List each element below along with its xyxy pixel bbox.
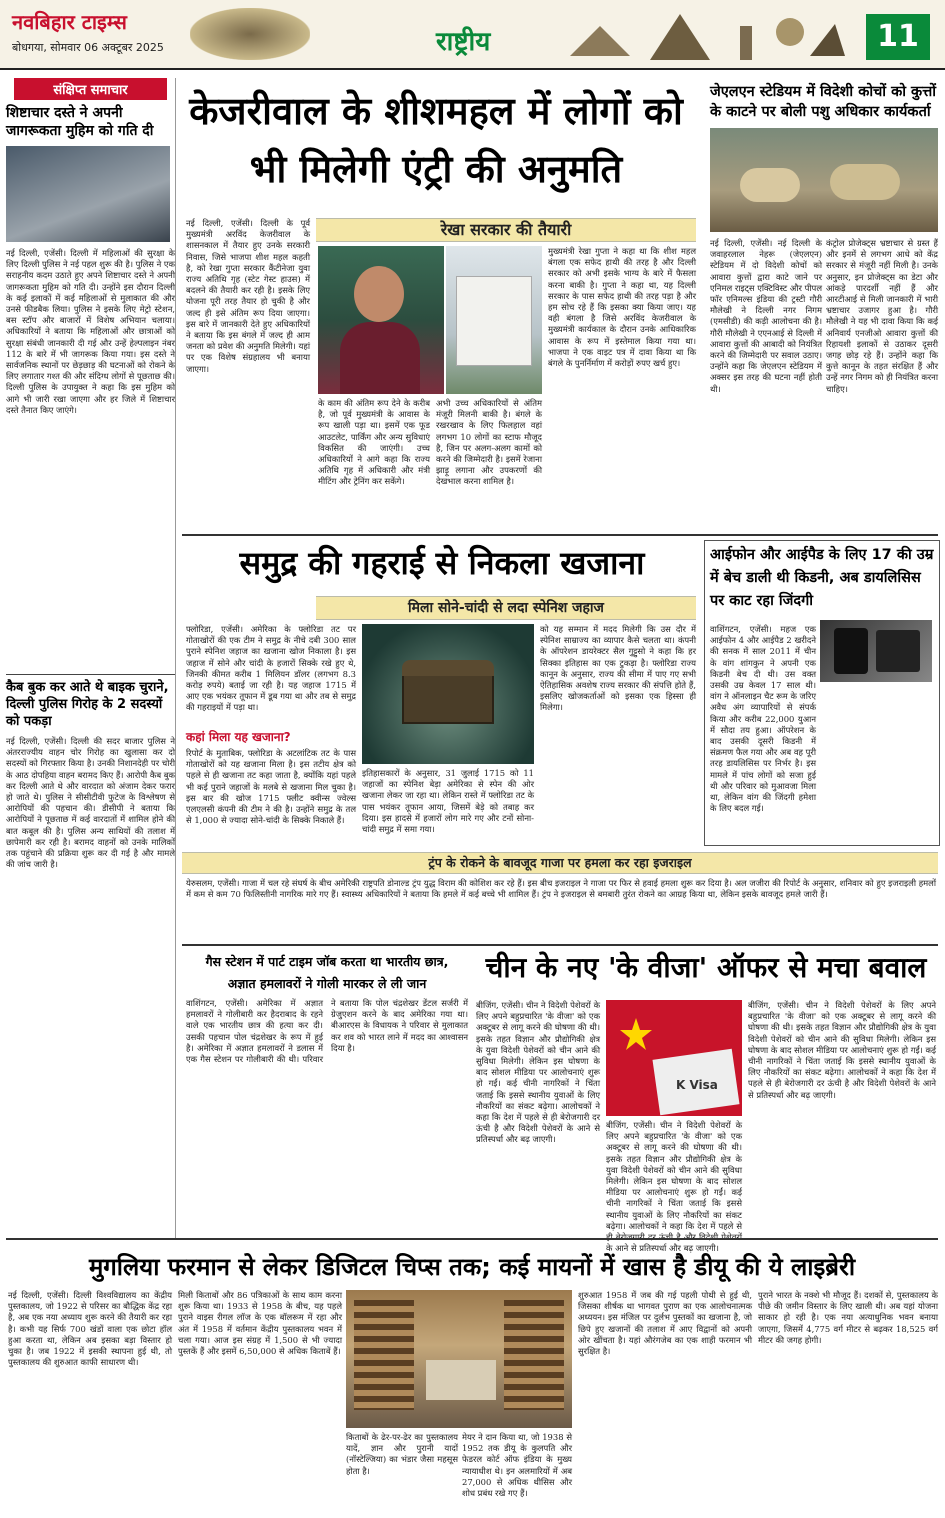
- brief2-body: नई दिल्ली, एजेंसी। दिल्ली की सदर बाजार पुलिस ने अंतरराज्यीय वाहन चोर गिरोह का खुलासा कर दो सदस्यों को गिरफ्तार किया है। उनकी निशानदेही पर चोरी के आठ दोपहिया वाहन बरामद किए हैं। आरोपी कैब बुक कर दिल्ली आते थे और वारदात को अंजाम देकर फरार हो जाते थे। पुलिस ने सीसीटीवी फुटेज के विश्लेषण से आरोपियों की पहचान की। डीसीपी ने बताया कि आरोपियों ने पूछताछ में कई वारदातों में शामिल होने की बात कबूल की है। पुलिस अन्य साथियों की तलाश में छापेमारी कर रही है। बरामद वाहनों को उनके मालिकों तक पहुंचाने की प्रक्रिया शुरू कर दी गई है और मामले की जांच जारी है।: [6, 736, 175, 870]
- treasure-subhead: मिला सोने-चांदी से लदा स्पेनिश जहाज: [316, 596, 696, 620]
- treasure-headline: समुद्र की गहराई से निकला खजाना: [239, 544, 645, 582]
- treasure-chest-photo: [362, 624, 534, 764]
- phone-photo: [820, 620, 932, 682]
- library-col4: शुरुआत 1958 में जब की गई पहली पोथी से हुई थी, जिसका शीर्षक था भागवत पुराण का एक आलोचनात्मक अध्ययन। इस मंजिल पर दुर्लभ पुस्तकों का खजाना है, जो छिपे हुए खजानों की तलाश में आए विद्वानों को अपनी ओर खींचता है। यहां औरंगजेब का एक शाही फरमान भी सुरक्षित है।: [578, 1290, 752, 1357]
- map-graphic: [190, 8, 310, 60]
- bus-photo: [6, 146, 170, 242]
- gaza-body: येरुसलम, एजेंसी। गाजा में चल रहे संघर्ष के बीच अमेरिकी राष्ट्रपति डोनाल्ड ट्रंप युद्ध विराम की कोशिश कर रहे हैं। इस बीच इजराइल ने गाजा पर फिर से हवाई हमला शुरू कर दिया है। अल जजीरा की रिपोर्ट के अनुसार, शनिवार को हुए इजराइली हमलों में कम से कम 70 फिलिस्तीनी नागरिक मारे गए हैं। स्वास्थ्य अधिकारियों ने बताया कि हमले में कई बच्चे भी शामिल हैं। ट्रंप ने इजराइल से बमबारी तुरंत रोकने का आग्रह किया था, लेकिन इसके बावजूद हमले जारी हैं।: [186, 878, 936, 900]
- brief-headline: शिष्टाचार दस्ते ने अपनी जागरूकता मुहिम को गति दी: [6, 105, 154, 139]
- treasure-subq: कहां मिला यह खजाना?: [186, 730, 291, 744]
- library-headline: मुगलिया फरमान से लेकर डिजिटल चिप्स तक; कई मायनों में खास है डीयू की ये लाइब्रेरी: [88, 1253, 856, 1281]
- brief-body: नई दिल्ली, एजेंसी। दिल्ली में महिलाओं की सुरक्षा के लिए दिल्ली पुलिस ने नई पहल शुरू की है। पुलिस ने एक सराहनीय कदम उठाते हुए अपने शिष्टाचार दस्ते ने अपनी जागरूकता मुहिम को गति दी। उन्होंने इस दौरान दिल्ली के कई इलाकों में कई महिलाओं से मुलाकात की और उनसे फीडबैक लिया। पुलिस ने इसके लिए मेट्रो स्टेशन, बस स्टॉप और बाजारों में विशेष अभियान चलाया। अधिकारियों ने बताया कि महिलाओं और छात्राओं को सुरक्षा संबंधी जानकारी दी गई और उन्हें हेल्पलाइन नंबर 112 के बारे में भी जागरूक किया गया। इस दस्ते ने सार्वजनिक स्थानों पर छेड़छाड़ की घटनाओं को रोकने के लिए लगातार गश्त की और संदिग्ध लोगों से पूछताछ की। दिल्ली पुलिस के उपायुक्त ने कहा कि इस मुहिम को आगे भी जारी रखा जाएगा और हर जिले में शिष्टाचार दस्ते तैनात किए जाएंगे।: [6, 248, 175, 415]
- gas-headline-1: गैस स्टेशन में पार्ट टाइम जॉब करता था भारतीय छात्र,: [205, 954, 449, 969]
- bungalow-photo: [446, 246, 542, 394]
- kidney-body: वाशिंगटन, एजेंसी। महज एक आईफोन 4 और आईपैड 2 खरीदने की सनक में साल 2011 में चीन के वांग शांगकुन ने अपनी एक किडनी बेच दी थी। उस वक्त उसकी उम्र केवल 17 साल थी। वांग ने ऑनलाइन चैट रूम के जरिए अवैध अंग व्यापारियों से संपर्क किया और करीब 22,000 युआन में सौदा तय हुआ। ऑपरेशन के बाद उसकी दूसरी किडनी में संक्रमण फैल गया और अब वह पूरी तरह डायलिसिस पर निर्भर है। इस मामले में पांच लोगों को सजा हुई थी और परिवार को मुआवजा मिला था, लेकिन वांग की जिंदगी हमेशा के लिए बदल गई।: [710, 624, 816, 814]
- monument-graphic: [560, 6, 850, 64]
- dateline: बोधगया, सोमवार 06 अक्टूबर 2025: [12, 41, 164, 54]
- gaza-headline: ट्रंप के रोकने के बावजूद गाजा पर हमला कर रहा इजराइल: [182, 852, 938, 874]
- brief-tag: संक्षिप्त समाचार: [14, 78, 167, 100]
- treasure-body2: रिपोर्ट के मुताबिक, फ्लोरिडा के अटलांटिक तट के पास गोताखोरों को यह खजाना मिला है। इस तटीय क्षेत्र को पहले से ही खजाना तट कहा जाता है, क्योंकि यहां पहले भी कई पुराने जहाजों के मलबे से खजाना मिल चुका है। इस बार की खोज 1715 फ्लीट क्वीन्स ज्वेल्स एलएलसी कंपनी की टीम ने की है। उन्होंने समुद्र के तल से 1,000 से ज्यादा सोने-चांदी के सिक्के निकाले हैं।: [186, 748, 356, 826]
- lead-headline: केजरीवाल के शीशमहल में लोगों को भी मिलेगी एंट्री की अनुमति: [189, 89, 683, 191]
- lead-col3: अभी उच्च अधिकारियों से अंतिम मंजूरी मिलनी बाकी है। बंगले के रखरखाव के लिए फिलहाल वहां लगभग 10 लोगों का स्टाफ मौजूद है, जिन पर अलग-अलग कामों को करने की जिम्मेदारी है। इसमें रेजाना झाड़ू लगाना और उपकरणों की देखभाल करना शामिल है।: [436, 398, 542, 487]
- divider: [6, 1238, 938, 1240]
- dogs-photo: [710, 128, 938, 232]
- kidney-headline: आईफोन और आईपैड के लिए 17 की उम्र में बेच डाली थी किडनी, अब डायलिसिस पर काट रहा जिंदगी: [710, 547, 934, 609]
- library-caption: किताबों के ढेर-पर-ढेर का पुस्तकालय यादें, ज्ञान और पुरानी यादों (नॉस्टेल्जिया) का भंडार जैसा महसूस होता है।: [346, 1432, 458, 1476]
- minister-photo: [318, 246, 444, 394]
- visa-body-col2: बीजिंग, एजेंसी। चीन ने विदेशी पेशेवरों के लिए अपने बहुप्रचारित 'के वीजा' को एक अक्टूबर से लागू करने की घोषणा की थी। इसके तहत विज्ञान और प्रौद्योगिकी क्षेत्र के युवा विदेशी पेशेवरों को चीन आने की सुविधा मिलेगी। लेकिन इस घोषणा के बाद सोशल मीडिया पर आलोचनाएं शुरू हो गईं। कई चीनी नागरिकों ने चिंता जताई कि इससे स्थानीय युवाओं के लिए नौकरियों का संकट बढ़ेगा। आलोचकों ने कहा कि देश में पहले से के आने से प्रतिस्पर्धा और बढ़ जाएगी।: [606, 1120, 742, 1254]
- page-number: 11: [866, 14, 930, 60]
- library-col5: पुराने भारत के नक्शे भी मौजूद हैं। दशकों से, पुस्तकालय के पीछे की जमीन विस्तार के लिए खाली थी। अब यहां योजना साकार हो रही है। एक नया अत्याधुनिक भवन बनाया जाएगा, जिसमें 4,775 वर्ग मीटर से बढ़कर 18,525 वर्ग मीटर की जगह होगी।: [758, 1290, 938, 1345]
- dogs-headline: जेएलएन स्टेडियम में विदेशी कोचों को कुत्तों के काटने पर बोली पशु अधिकार कार्यकर्ता: [710, 84, 936, 120]
- page-header: [0, 0, 945, 70]
- divider: [182, 534, 938, 536]
- treasure-intro: फ्लोरिडा, एजेंसी। अमेरिका के फ्लोरिडा तट पर गोताखोरों की एक टीम ने समुद्र के नीचे दबी 300 साल पुराने स्पेनिश जहाज का खजाना खोज निकाला है। इस जहाज में सोने और चांदी के हजारों सिक्के रखे हुए थे, जिनकी कीमत करीब 1 मिलियन डॉलर (लगभग 8.3 करोड़ रुपये) बताई जा रही है। यह जहाज 1715 में आए एक भयंकर तूफान में डूब गया था और तब से समुद्र की गहराइयों में पड़ा था।: [186, 624, 356, 713]
- dogs-col2: कंट्रोल प्रोजेक्ट्स भ्रष्टाचार से ग्रस्त हैं और इनमें से लगभग आधे को केंद्र सरकार से मंजूरी नहीं मिली है। उनके अनुसार, इन प्रोजेक्ट्स का डेटा और आंकड़े पारदर्शी नहीं हैं और आरटीआई से मिली जानकारी में भारी भ्रष्टाचार उजागर हुआ है। गौरी मौलेखी ने यह भी दावा किया कि कई अनिवार्य एनजीओ आवारा कुत्तों की रिहायशी इलाकों से उठाकर दूसरी जगह छोड़ रहे हैं। उन्होंने कहा कि कुत्ते कानून के तहत संरक्षित हैं और उन्हें नगर निगम को ही नियंत्रित करना चाहिए।: [826, 238, 938, 394]
- brief2-headline: कैब बुक कर आते थे बाइक चुराने, दिल्ली पुलिस गिरोह के 2 सदस्यों को पकड़ा: [6, 674, 175, 730]
- lead-col1: नई दिल्ली, एजेंसी। दिल्ली के पूर्व मुख्यमंत्री अरविंद केजरीवाल के शासनकाल में तैयार हुए उनके सरकारी निवास, जिसे भाजपा शीश महल कहती है, को रेखा गुप्ता सरकार कैंटीनेजा युवा राज्य अतिथि गृह (स्टेट गेस्ट हाउस) में बदलने की तैयारी कर रही है। इसके लिए योजना पूरी तरह तैयार हो चुकी है और जल्द ही इसे अंतिम रूप दिया जाएगा। इस बारे में जानकारी देते हुए अधिकारियों ने बताया कि इस बंगले में जल्द ही आम जनता को प्रवेश की अनुमति मिलेगी। यहां पर एक विशेष संग्रहालय भी बनाया जाएगा।: [186, 218, 310, 374]
- library-col1: नई दिल्ली, एजेंसी। दिल्ली विश्वविद्यालय का केंद्रीय पुस्तकालय, जो 1922 से परिसर का बौद्धिक केंद्र रहा है, अब एक नया अध्याय शुरू करने की तैयारी कर रहा है। कभी यह सिर्फ 700 खंडों वाला एक छोटा हॉल हुआ करता था, लेकिन अब इसका बड़ा विस्तार हो चुका है। जब 1922 में इसकी स्थापना हुई थी, तो पुस्तकालय की शुरुआत काफी साधारण थी।: [8, 1290, 172, 1368]
- gas-headline-2: अज्ञात हमलावरों ने गोली मारकर ले ली जान: [227, 976, 427, 991]
- library-col2: मिली किताबों और 86 पत्रिकाओं के साथ काम करना शुरू किया था। 1933 से 1958 के बीच, यह पहले पुराने वाइस रीगल लॉज के एक बॉलरूम में रहा और अंत में 1958 में वर्तमान केंद्रीय पुस्तकालय भवन में चला गया। आज इस संग्रह में 1,500 से भी ज्यादा पुस्तकें हैं और इसमें 6,50,000 से अधिक किताबें हैं।: [178, 1290, 342, 1357]
- treasure-body3: इतिहासकारों के अनुसार, 31 जुलाई 1715 को 11 जहाजों का स्पेनिश बेड़ा अमेरिका से स्पेन की ओर खजाना लेकर जा रहा था। लेकिन रास्ते में फ्लोरिडा तट के पास भयंकर तूफान आया, जिसमें बेड़े को तबाह कर दिया। इस हादसे में हजारों लोग मारे गए और टनों सोना-चांदी समुद्र में समा गया।: [362, 768, 534, 835]
- left-column: [6, 78, 176, 1238]
- visa-body: बीजिंग, एजेंसी। चीन ने विदेशी पेशेवरों के लिए अपने बहुप्रचारित 'के वीजा' को एक अक्टूबर से लागू करने की घोषणा की थी। इसके तहत विज्ञान और प्रौद्योगिकी क्षेत्र के युवा विदेशी पेशेवरों को चीन आने की सुविधा मिलेगी। लेकिन इस घोषणा के बाद सोशल मीडिया पर आलोचनाएं शुरू हो गईं। कई चीनी नागरिकों ने चिंता जताई कि इससे स्थानीय युवाओं के लिए नौकरियों का संकट बढ़ेगा। आलोचकों ने कहा कि देश में पहले से ही बेरोजगारी दर ऊंची है और विदेशी पेशेवरों के आने से प्रतिस्पर्धा और बढ़ जाएगी।: [476, 1000, 600, 1145]
- section-title: राष्ट्रीय: [436, 27, 491, 57]
- masthead: नवबिहार टाइम्स: [12, 10, 127, 34]
- visa-card-label: K Visa: [676, 1078, 718, 1092]
- library-photo: [346, 1290, 572, 1428]
- library-col3: मेयर ने दान किया था, जो 1938 से 1952 तक डीयू के कुलपति और फेडरल कोर्ट ऑफ इंडिया के मुख्य न्यायाधीश थे। इन अलमारियों में अब 27,000 से अधिक थीसिस और शोध प्रबंध रखे गए हैं।: [462, 1432, 572, 1499]
- lead-col4: मुख्यमंत्री रेखा गुप्ता ने कहा था कि शीश महल बंगला एक सफेद हाथी की तरह है और दिल्ली सरकार को अभी इसके भाग्य के बारे में फैसला करना बाकी है। गुप्ता ने कहा था, यह दिल्ली सरकार के पास सफेद हाथी की तरह पड़ा है और हम सोच रहे हैं कि इसका क्या किया जाए। यह वही बंगला है जिसे अरविंद केजरीवाल के मुख्यमंत्री कार्यकाल के दौरान उनके आधिकारिक आवास के रूप में इस्तेमाल किया गया था। भाजपा ने एक वाइट पत्र में दावा किया था कि बंगले के पुनर्निर्माण में करोड़ों रुपए खर्च हुए।: [548, 246, 696, 369]
- lead-col2: के काम की अंतिम रूप देने के करीब है, जो पूर्व मुख्यमंत्री के आवास के रूप खाली पड़ा था। इसमें एक फूड आउटलेट, पार्किंग और अन्य सुविधाएं विकसित की जाएंगी। उच्च अधिकारियों ने आगे कहा कि राज्य अतिथि गृह में अधिकारी और मंत्री मीटिंग और ट्रेनिंग कर सकेंगे।: [318, 398, 430, 487]
- visa-photo: [606, 1000, 742, 1116]
- dogs-col1: नई दिल्ली, एजेंसी। नई दिल्ली के जवाहरलाल नेहरू (जेएलएन) स्टेडियम में दो विदेशी कोचों को आवारा कुत्तों द्वारा काटे जाने पर एनिमल राइट्स एक्टिविस्ट और पीपल फॉर एनिमल्स इंडिया की ट्रस्टी गौरी मौलेखी ने दिल्ली नगर निगम (एमसीडी) की कड़ी आलोचना की है। गौरी मौलेखी ने एएनआई से दिल्ली में आवारा कुत्तों की आबादी को नियंत्रित करने की जिम्मेदारी पर सवाल उठाए। उन्होंने कहा कि जेएलएन स्टेडियम में अक्सर इस तरह की घटना नहीं होती थी।: [710, 238, 822, 394]
- treasure-body4: को यह सम्मान में मदद मिलेगी कि उस दौर में स्पेनिश साम्राज्य का व्यापार कैसे चलता था। कंपनी के ऑपरेशन डायरेक्टर सैल गुट्टुसो ने कहा कि हर सिक्का इतिहास का एक टुकड़ा है। फ्लोरिडा राज्य कानून के अनुसार, राज्य की सीमा में पाए गए सभी ऐतिहासिक अवशेष राज्य सरकार की संपत्ति होते हैं, इसलिए खोजकर्ताओं को इसका एक हिस्सा ही मिलेगा।: [540, 624, 696, 713]
- gas-body: वाशिंगटन, एजेंसी। अमेरिका में अज्ञात हमलावरों ने गोलीबारी कर हैदराबाद के रहने वाले एक भारतीय छात्र की हत्या कर दी। उसकी पहचान पोल चंद्रशेखर के रूप में हुई है। अमेरिका में अज्ञात हमलावरों ने डलास में एक गैस स्टेशन पर गोलीबारी की थी। परिवार ने बताया कि पोल चंद्रशेखर डेंटल सर्जरी में ग्रेजुएशन करने के बाद अमेरिका गया था। बीआरएस के विधायक ने परिवार से मुलाकात कर शव को भारत लाने में मदद का आश्वासन दिया है।: [186, 998, 468, 1065]
- lead-subhead: रेखा सरकार की तैयारी: [316, 218, 696, 242]
- visa-body-col3: बीजिंग, एजेंसी। चीन ने विदेशी पेशेवरों के लिए अपने बहुप्रचारित 'के वीजा' को एक अक्टूबर से लागू करने की घोषणा की थी। इसके तहत विज्ञान और प्रौद्योगिकी क्षेत्र के युवा विदेशी पेशेवरों को चीन आने की सुविधा मिलेगी। लेकिन इस घोषणा के बाद सोशल मीडिया पर आलोचनाएं शुरू हो गईं। कई चीनी नागरिकों ने चिंता जताई कि इससे स्थानीय युवाओं के लिए नौकरियों का संकट बढ़ेगा। आलोचकों ने कहा कि देश में पहले से ही बेरोजगारी दर ऊंची है और विदेशी पेशेवरों के आने से प्रतिस्पर्धा और बढ़ जाएगी।: [748, 1000, 936, 1100]
- visa-headline: चीन के नए 'के वीजा' ऑफर से मचा बवाल: [485, 951, 927, 984]
